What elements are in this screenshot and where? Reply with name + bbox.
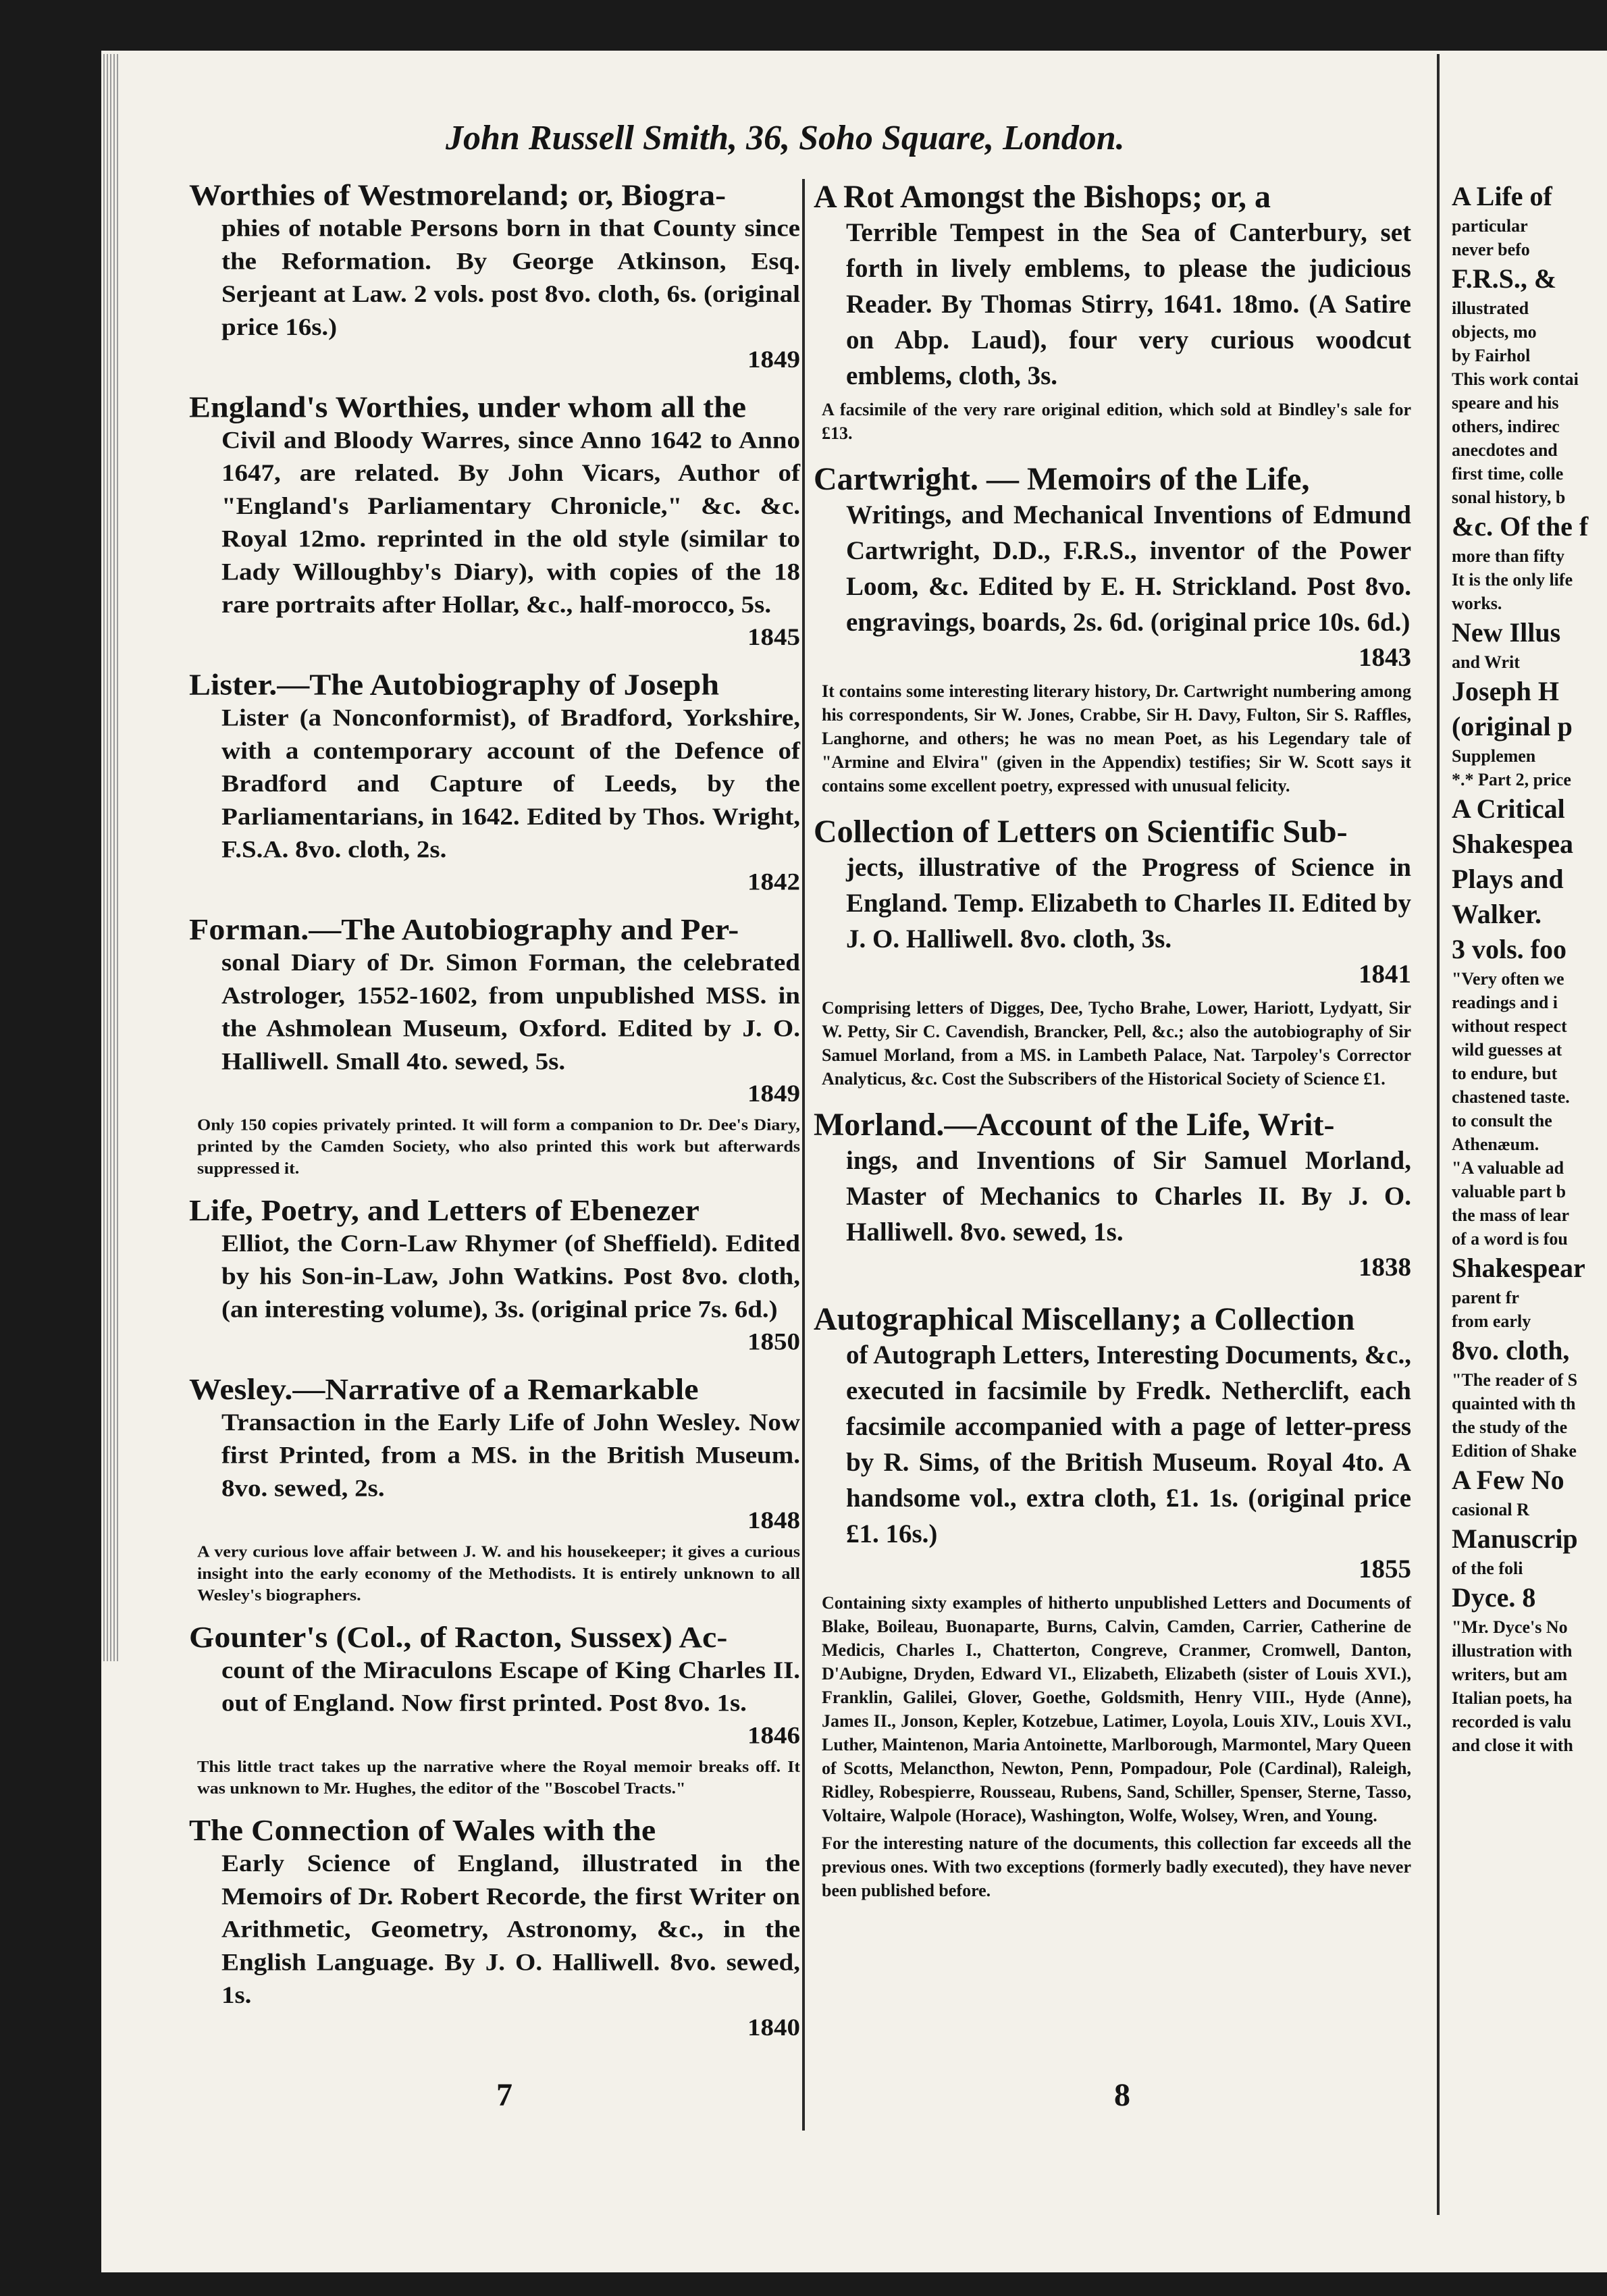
entry-description: Lister (a Nonconformist), of Bradford, Yorkshire, with a contemporary account of the Defence of Bradford and Capture of Leeds, by the Parliamentarians, in 1642. Edited by Thos. Wright, F.S.A. 8vo. cloth, 2s. (221, 704, 800, 863)
catalogue-entry (814, 179, 1411, 445)
entry-heading: Gounter's (Col., of Racton, Sussex) Ac- (189, 1621, 728, 1654)
entry-description: Elliot, the Corn-Law Rhymer (of Sheffield). Edited by his Son-in-Law, John Watkins. Post 8vo. cloth, (an interesting volume), 3s. (original price 7s. 6d.) (221, 1230, 800, 1323)
entry-heading: Wesley.—Narrative of a Remarkable (189, 1373, 699, 1406)
entry-description: of Autograph Letters, Interesting Documents, &c., executed in facsimile by Fredk. Netherclift, each facsimile accompanied with a page of letter-press by R. Sims, of the British Museum. Royal 4to. A handsome vol., extra cloth, £1. 1s. (original price £1. 16s.) (846, 1340, 1411, 1548)
fragment-line: to consult the (1452, 1111, 1552, 1130)
fragment-line: 3 vols. foo (1452, 934, 1566, 964)
fragment-line: and close it with (1452, 1736, 1573, 1755)
middle-column (814, 179, 1411, 1919)
fragment-line: objects, mo (1452, 322, 1537, 342)
folio-left: 7 (496, 2077, 512, 2113)
column-rule (802, 179, 805, 2131)
catalogue-entry (189, 1814, 800, 2043)
fragment-line: wild guesses at (1452, 1040, 1562, 1060)
catalogue-entry (189, 1621, 800, 1799)
catalogue-entry (189, 179, 800, 376)
entry-note: A very curious love affair between J. W. and his housekeeper; it gives a curious insight into the early economy of the Methodists. It is entirely unknown to all Wesley's biographers. (197, 1542, 800, 1604)
fragment-line: illustrated (1452, 298, 1529, 318)
fragment-line: Manuscrip (1452, 1523, 1578, 1554)
entry-description: Terrible Tempest in the Sea of Canterbury, set forth in lively emblems, to please the judicious Reader. By Thomas Stirry, 1641. 18mo. (A Satire on Abp. Laud), four very curious woodcut emblems, cloth, 3s. (846, 218, 1411, 390)
fragment-line: sonal history, b (1452, 488, 1566, 507)
entry-note: Comprising letters of Digges, Dee, Tycho Brahe, Lower, Hariott, Lydyatt, Sir W. Petty, Sir C. Cavendish, Brancker, Pell, &c.; also the autobiography of Sir Samuel Morland, from a MS. in Lambeth Palace, Nat. Tarpoley's Corrector Analyticus, &c. Cost the Subscribers of the Historical Society of Science £1. (822, 998, 1411, 1089)
entry-description: phies of notable Persons born in that County since the Reformation. By George Atkinson, Esq. Serjeant at Law. 2 vols. post 8vo. cloth, 6s. (original price 16s.) (221, 215, 800, 341)
fragment-line: Dyce. 8 (1452, 1582, 1536, 1613)
fragment-line: Italian poets, ha (1452, 1688, 1573, 1708)
entry-year: 1845 (747, 623, 800, 651)
fragment-line: of a word is fou (1452, 1229, 1568, 1249)
fragment-line: Athenæum. (1452, 1134, 1539, 1154)
fragment-line: particular (1452, 216, 1528, 236)
fragment-line: 8vo. cloth, (1452, 1335, 1570, 1365)
entry-description: Writings, and Mechanical Inventions of Edmund Cartwright, D.D., F.R.S., inventor of the Power Loom, &c. Edited by E. H. Strickland. Post 8vo. engravings, boards, 2s. 6d. (original price 10s. 6d.) (846, 500, 1411, 637)
entry-year: 1843 (1359, 643, 1411, 672)
fragment-line: New Illus (1452, 617, 1561, 648)
entry-heading: England's Worthies, under whom all the (189, 390, 747, 424)
fragment-line: *.* Part 2, price (1452, 770, 1571, 789)
fragment-line: It is the only life (1452, 570, 1573, 590)
catalogue-entry (189, 391, 800, 654)
fragment-line: Joseph H (1452, 676, 1559, 706)
entry-heading: Cartwright. — Memoirs of the Life, (814, 461, 1310, 497)
fragment-line: quainted with th (1452, 1394, 1576, 1413)
fragment-line: A Life of (1452, 181, 1552, 211)
entry-note: It contains some interesting literary history, Dr. Cartwright numbering among his correspondents, Sir W. Jones, Crabbe, Sir H. Davy, Fulton, Sir S. Raffles, Langhorne, and others; he was no mean Poet, as his Legendary tale of "Armine and Elvira" (given in the Appendix) testifies; Sir W. Scott says it contains some excellent poetry, expressed with unusual felicity. (822, 681, 1411, 795)
entry-year: 1850 (747, 1328, 800, 1355)
fragment-line: more than fifty (1452, 546, 1565, 566)
entry-note: Containing sixty examples of hitherto unpublished Letters and Documents of Blake, Boileau, Buonaparte, Burns, Calvin, Camden, Carrier, Catherine de Medicis, Charles I., Chatterton, Congreve, Cranmer, Cromwell, Danton, D'Aubigne, Dryden, Edward VI., Elizabeth, Elizabeth (sister of Louis XVI.), Franklin, Galilei, Glover, Goethe, Goldsmith, Henry VIII., Hyde (Anne), James II., Jonson, Kepler, Kotzebue, Latimer, Loyola, Louis XIV., Louis XVI., Luther, Maintenon, Maria Antoinette, Marlborough, Marmontel, Mary Queen of Scotts, Melancthon, Newton, Penn, Pompadour, Pole (Cardinal), Raleigh, Ridley, Robespierre, Rousseau, Rubens, Sand, Schiller, Spenser, Sterne, Tasso, Voltaire, Walpole (Horace), Washington, Wolfe, Wolsey, Wren, and Young. (822, 1593, 1411, 1825)
fragment-line: Supplemen (1452, 746, 1536, 766)
fragment-line: A Few No (1452, 1465, 1564, 1495)
entry-description: Transaction in the Early Life of John Wesley. Now first Printed, from a MS. in the British Museum. 8vo. sewed, 2s. (221, 1409, 800, 1502)
fragment-line: by Fairhol (1452, 346, 1531, 365)
fragment-line: without respect (1452, 1016, 1567, 1036)
entry-description: count of the Miraculons Escape of King Charles II. out of England. Now first printed. Post 8vo. 1s. (221, 1656, 800, 1717)
entry-heading: Worthies of Westmoreland; or, Biogra- (189, 179, 727, 212)
entry-year: 1841 (1359, 960, 1411, 989)
fragment-line: never befo (1452, 240, 1530, 259)
fragment-line: (original p (1452, 711, 1573, 741)
entry-description: jects, illustrative of the Progress of Science in England. Temp. Elizabeth to Charles II. Edited by J. O. Halliwell. 8vo. cloth, 3s. (846, 853, 1411, 954)
entry-heading: Collection of Letters on Scientific Sub- (814, 814, 1348, 850)
fragment-line: Plays and (1452, 864, 1564, 894)
fragment-line: F.R.S., & (1452, 263, 1557, 294)
fragment-line: the mass of lear (1452, 1205, 1570, 1225)
catalogue-entry (814, 1301, 1411, 1902)
fragment-line: This work contai (1452, 369, 1579, 389)
fragment-line: &c. Of the f (1452, 511, 1589, 542)
fragment-line: Shakespear (1452, 1253, 1585, 1283)
entry-year: 1842 (747, 868, 800, 895)
entry-year: 1849 (747, 346, 800, 373)
entry-heading: A Rot Amongst the Bishops; or, a (814, 179, 1271, 215)
folio-right: 8 (1114, 2077, 1130, 2113)
fragment-line: and Writ (1452, 652, 1520, 672)
entry-heading: Life, Poetry, and Letters of Ebenezer (189, 1194, 700, 1228)
entry-description: ings, and Inventions of Sir Samuel Morland, Master of Mechanics to Charles II. By J. O. Halliwell. 8vo. sewed, 1s. (846, 1146, 1411, 1247)
fragment-line: writers, but am (1452, 1665, 1568, 1684)
entry-description: Early Science of England, illustrated in the Memoirs of Dr. Robert Recorde, the first Writer on Arithmetic, Geometry, Astronomy, &c., in the English Language. By J. O. Halliwell. 8vo. sewed, 1s. (221, 1850, 800, 2009)
catalogue-entry (189, 669, 800, 898)
catalogue-entry (189, 913, 800, 1179)
fragment-line: Shakespea (1452, 829, 1574, 859)
fragment-line: parent fr (1452, 1288, 1519, 1307)
fragment-line: A Critical (1452, 793, 1565, 824)
running-header: John Russell Smith, 36, Soho Square, London. (446, 119, 1125, 157)
fragment-line: speare and his (1452, 393, 1559, 413)
entry-note: Only 150 copies privately printed. It will form a companion to Dr. Dee's Diary, printed by the Camden Society, who also printed this work but afterwards suppressed it. (197, 1116, 800, 1178)
fragment-line: "Mr. Dyce's No (1452, 1617, 1568, 1637)
fragment-line: valuable part b (1452, 1182, 1566, 1201)
fragment-line: Edition of Shake (1452, 1441, 1577, 1461)
entry-note: A facsimile of the very rare original edition, which sold at Bindley's sale for £13. (822, 400, 1411, 443)
catalogue-entry (814, 814, 1411, 1091)
entry-year: 1838 (1359, 1253, 1411, 1282)
entry-year: 1849 (747, 1080, 800, 1107)
fragment-line: readings and i (1452, 993, 1558, 1012)
fragment-line: works. (1452, 594, 1502, 613)
catalogue-entry (814, 1107, 1411, 1285)
fragment-line: others, indirec (1452, 417, 1560, 436)
entry-year: 1855 (1359, 1555, 1411, 1584)
catalogue-entry (189, 1373, 800, 1606)
fragment-line: to endure, but (1452, 1064, 1558, 1083)
fragment-line: Walker. (1452, 899, 1542, 929)
entry-heading: Forman.—The Autobiography and Per- (189, 913, 739, 947)
right-column-fragment (1452, 179, 1607, 1757)
fragment-line: "A valuable ad (1452, 1158, 1564, 1178)
entry-heading: Morland.—Account of the Life, Writ- (814, 1107, 1335, 1143)
entry-year: 1846 (747, 1722, 800, 1749)
fragment-line: casional R (1452, 1500, 1529, 1519)
entry-note: For the interesting nature of the documents, this collection far exceeds all the previous ones. With two exceptions (formerly badly executed), they have never been published before. (822, 1833, 1411, 1900)
entry-year: 1848 (747, 1507, 800, 1534)
entry-heading: Autographical Miscellany; a Collection (814, 1301, 1355, 1337)
left-column (189, 179, 800, 2059)
fragment-line: anecdotes and (1452, 440, 1558, 460)
fragment-line: first time, colle (1452, 464, 1564, 484)
page-edge-stack (101, 54, 118, 1661)
fragment-line: "The reader of S (1452, 1370, 1578, 1390)
fragment-line: from early (1452, 1311, 1531, 1331)
entry-heading: Lister.—The Autobiography of Joseph (189, 668, 720, 702)
fragment-line: illustration with (1452, 1641, 1573, 1661)
fragment-line: of the foli (1452, 1559, 1523, 1578)
entry-description: Civil and Bloody Warres, since Anno 1642 to Anno 1647, are related. By John Vicars, Author of "England's Parliamentary Chronicle," &c. &c. Royal 12mo. reprinted in the old style (similar to Lady Willoughby's Diary), with copies of the 18 rare portraits after Hollar, &c., half-morocco, 5s. (221, 427, 800, 619)
catalogue-entry (189, 1194, 800, 1358)
entry-description: sonal Diary of Dr. Simon Forman, the celebrated Astrologer, 1552-1602, from unpublished MSS. in the Ashmolean Museum, Oxford. Edited by J. O. Halliwell. Small 4to. sewed, 5s. (221, 949, 800, 1075)
entry-heading: The Connection of Wales with the (189, 1814, 656, 1848)
fragment-line: recorded is valu (1452, 1712, 1572, 1731)
entry-note: This little tract takes up the narrative where the Royal memoir breaks off. It was unknown to Mr. Hughes, the editor of the "Boscobel Tracts." (197, 1757, 800, 1798)
gutter-rule (1437, 54, 1440, 2215)
fragment-line: chastened taste. (1452, 1087, 1570, 1107)
fragment-line: the study of the (1452, 1417, 1568, 1437)
catalogue-entry (814, 461, 1411, 798)
fragment-line: "Very often we (1452, 969, 1564, 989)
entry-year: 1840 (747, 2014, 800, 2041)
